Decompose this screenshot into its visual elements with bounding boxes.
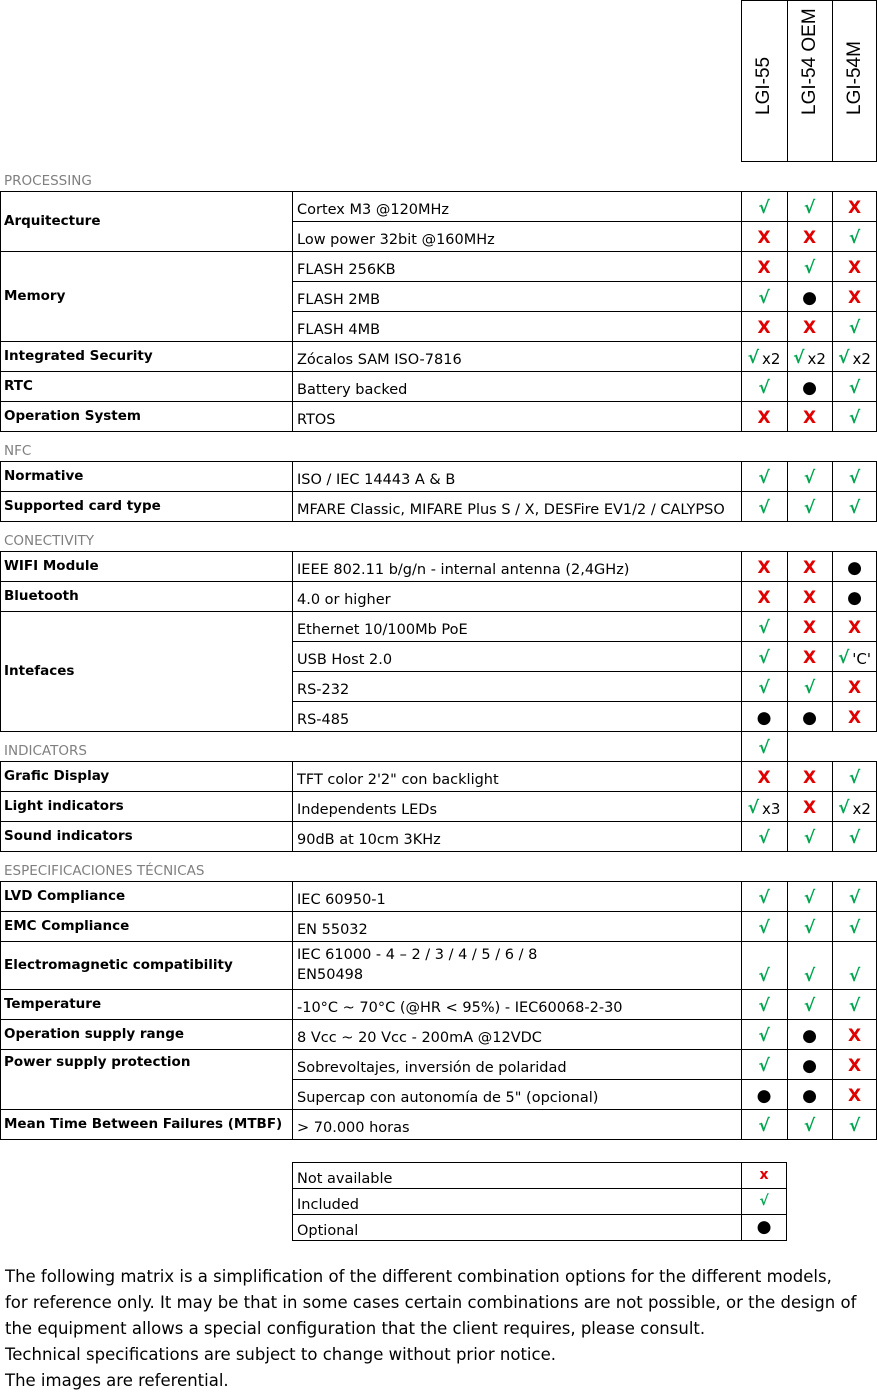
mark-symbol: X xyxy=(802,558,817,578)
spec-cell: 4.0 or higher xyxy=(297,592,391,608)
model-header xyxy=(741,0,787,161)
grid-line xyxy=(787,731,788,761)
model-header xyxy=(832,0,877,161)
grid-line xyxy=(832,461,833,521)
mark-suffix: x2 xyxy=(807,350,826,368)
row-label: Operation supply range xyxy=(4,1026,185,1042)
mark-symbol: ● xyxy=(802,288,817,308)
mark-symbol: X xyxy=(802,618,817,638)
mark-suffix: x2 xyxy=(852,800,871,818)
mark-symbol: √ xyxy=(848,1116,861,1136)
mark-ok xyxy=(787,251,832,281)
grid-line xyxy=(0,881,1,1139)
mark-ok xyxy=(741,1019,787,1049)
mark-symbol: X xyxy=(847,1056,862,1076)
grid-line xyxy=(741,731,742,761)
grid-line xyxy=(832,881,833,1139)
grid-line xyxy=(787,0,788,161)
mark-no xyxy=(787,551,832,581)
mark-symbol: √ xyxy=(803,828,816,848)
spec-cell: RS-485 xyxy=(297,712,350,728)
mark-no xyxy=(832,701,877,731)
mark-symbol: √ xyxy=(803,1116,816,1136)
spec-cell: Sobrevoltajes, inversión de polaridad xyxy=(297,1060,567,1076)
row-label: Arquitecture xyxy=(4,213,101,229)
grid-line xyxy=(292,191,293,431)
mark-suffix: x2 xyxy=(761,350,781,368)
mark-symbol: √ xyxy=(803,468,816,488)
row-label: Bluetooth xyxy=(4,588,79,604)
footer-line: The following matrix is a simplification of the different combination options for the different models, xyxy=(5,1267,832,1286)
mark-symbol: √ xyxy=(838,348,850,368)
mark-no xyxy=(787,311,832,341)
mark-ok xyxy=(832,491,877,521)
row-label: EMC Compliance xyxy=(4,918,130,934)
mark-ok xyxy=(741,911,787,941)
mark-symbol: X xyxy=(802,648,817,668)
mark-symbol: √ xyxy=(848,318,861,338)
mark-no xyxy=(787,221,832,251)
mark-symbol: ● xyxy=(847,588,862,608)
grid-line xyxy=(292,461,293,521)
grid-line xyxy=(292,1162,293,1240)
mark-ok xyxy=(741,671,787,701)
grid-line xyxy=(0,191,1,431)
mark-symbol: X xyxy=(847,708,862,728)
mark-no xyxy=(741,581,787,611)
mark-ok xyxy=(787,989,832,1019)
grid-line xyxy=(292,851,877,852)
mark-no xyxy=(832,1079,877,1109)
mark-ok xyxy=(787,881,832,911)
mark-symbol: √ xyxy=(758,198,770,218)
mark-ok xyxy=(741,1109,787,1139)
grid-line xyxy=(832,191,833,431)
mark-ok xyxy=(832,461,877,491)
grid-line xyxy=(292,761,293,851)
mark-symbol: X xyxy=(847,258,862,278)
mark-symbol: X xyxy=(847,288,862,308)
grid-line xyxy=(741,0,877,1)
mark-ok xyxy=(832,791,877,821)
row-label: Integrated Security xyxy=(4,348,153,364)
mark-no xyxy=(741,551,787,581)
mark-ok xyxy=(741,281,787,311)
mark-ok xyxy=(741,371,787,401)
mark-symbol: X xyxy=(847,1086,862,1106)
section-title: PROCESSING xyxy=(4,173,92,189)
legend-label: Optional xyxy=(297,1223,359,1239)
mark-ok xyxy=(741,989,787,1019)
mark-symbol: X xyxy=(757,258,771,278)
row-label: Intefaces xyxy=(4,663,75,679)
mark-symbol: √ xyxy=(758,888,770,908)
mark-symbol: ● xyxy=(847,558,862,578)
mark-symbol: ● xyxy=(802,1056,817,1076)
grid-line xyxy=(832,551,833,731)
grid-line xyxy=(741,1162,742,1240)
mark-no xyxy=(741,761,787,791)
mark-symbol: X xyxy=(802,228,817,248)
spec-cell: 90dB at 10cm 3KHz xyxy=(297,832,441,848)
spec-cell: Supercap con autonomía de 5" (opcional) xyxy=(297,1090,599,1106)
mark-opt xyxy=(787,1019,832,1049)
section-mark: √ xyxy=(758,738,770,758)
grid-line xyxy=(741,551,742,731)
spec-cell: ISO / IEC 14443 A & B xyxy=(297,472,456,488)
spec-cell: RTOS xyxy=(297,412,336,428)
mark-ok xyxy=(741,641,787,671)
row-label: Grafic Display xyxy=(4,768,110,784)
spec-cell: Low power 32bit @160MHz xyxy=(297,232,495,248)
mark-ok xyxy=(787,941,832,989)
mark-symbol: √ xyxy=(803,198,816,218)
mark-ok xyxy=(741,491,787,521)
mark-symbol: √ xyxy=(758,618,770,638)
mark-symbol: X xyxy=(802,318,817,338)
grid-line xyxy=(292,521,877,522)
mark-symbol: X xyxy=(847,618,862,638)
grid-line xyxy=(832,761,833,851)
mark-opt xyxy=(832,581,877,611)
mark-ok xyxy=(832,941,877,989)
mark-symbol: ● xyxy=(802,708,817,728)
spec-cell: EN 55032 xyxy=(297,922,368,938)
section-title: INDICATORS xyxy=(4,743,87,759)
mark-ok xyxy=(787,461,832,491)
mark-symbol: √ xyxy=(758,1116,770,1136)
mark-ok xyxy=(832,371,877,401)
mark-symbol: X xyxy=(757,318,771,338)
model-header xyxy=(787,0,832,161)
row-label: Mean Time Between Failures (MTBF) xyxy=(4,1116,283,1132)
model-name: LGI-54 OEM xyxy=(798,8,820,115)
mark-symbol: √ xyxy=(848,888,861,908)
mark-ok xyxy=(832,881,877,911)
mark-suffix: x3 xyxy=(761,800,781,818)
grid-line xyxy=(741,191,742,431)
mark-symbol: √ xyxy=(758,1026,770,1046)
mark-ok xyxy=(741,1049,787,1079)
spec-cell: 8 Vcc ~ 20 Vcc - 200mA @12VDC xyxy=(297,1030,542,1046)
mark-no xyxy=(787,641,832,671)
spec-cell: IEC 60950-1 xyxy=(297,892,386,908)
mark-symbol: √ xyxy=(803,966,816,986)
grid-line xyxy=(787,881,788,1139)
mark-ok xyxy=(832,821,877,851)
mark-ok xyxy=(832,311,877,341)
mark-ok xyxy=(832,341,877,371)
mark-symbol: √ xyxy=(848,828,861,848)
mark-no xyxy=(832,1019,877,1049)
mark-ok xyxy=(787,191,832,221)
spec-cell: > 70.000 horas xyxy=(297,1120,410,1136)
legend-symbol: ● xyxy=(756,1217,772,1237)
mark-ok xyxy=(741,881,787,911)
spec-cell: MFARE Classic, MIFARE Plus S / X, DESFire EV1/2 / CALYPSO xyxy=(297,502,725,518)
mark-symbol: √ xyxy=(793,348,805,368)
mark-ok xyxy=(741,821,787,851)
mark-symbol: √ xyxy=(848,768,861,788)
grid-line xyxy=(0,461,1,521)
mark-no xyxy=(787,401,832,431)
row-label: WIFI Module xyxy=(4,558,99,574)
mark-opt xyxy=(787,371,832,401)
mark-symbol: √ xyxy=(848,468,861,488)
mark-symbol: √ xyxy=(758,648,770,668)
legend-symbol: √ xyxy=(759,1193,769,1209)
mark-symbol: X xyxy=(802,588,817,608)
grid-line xyxy=(741,0,742,161)
mark-symbol: √ xyxy=(803,498,816,518)
mark-symbol: √ xyxy=(758,918,770,938)
mark-symbol: √ xyxy=(848,408,861,428)
mark-symbol: √ xyxy=(758,828,770,848)
mark-no xyxy=(787,581,832,611)
grid-line xyxy=(787,191,788,431)
mark-symbol: √ xyxy=(758,996,770,1016)
mark-symbol: X xyxy=(757,768,771,788)
row-label: Temperature xyxy=(4,996,102,1012)
mark-ok xyxy=(787,1109,832,1139)
footer-line: The images are referential. xyxy=(5,1371,229,1390)
legend-label: Included xyxy=(297,1197,359,1213)
mark-symbol: √ xyxy=(803,678,816,698)
mark-symbol: √ xyxy=(848,918,861,938)
mark-symbol: √ xyxy=(848,228,861,248)
grid-line xyxy=(832,0,833,161)
mark-symbol: √ xyxy=(758,288,770,308)
mark-symbol: X xyxy=(757,228,771,248)
mark-symbol: √ xyxy=(838,798,850,818)
grid-line xyxy=(741,161,877,162)
mark-opt xyxy=(787,701,832,731)
mark-symbol: X xyxy=(847,678,862,698)
spec-cell: FLASH 2MB xyxy=(297,292,381,308)
mark-symbol: √ xyxy=(803,996,816,1016)
grid-line xyxy=(292,731,877,732)
mark-no xyxy=(832,671,877,701)
mark-suffix: x2 xyxy=(852,350,871,368)
mark-ok xyxy=(741,461,787,491)
mark-ok xyxy=(832,401,877,431)
grid-line xyxy=(787,551,788,731)
spec-cell: Independents LEDs xyxy=(297,802,438,818)
spec-cell: Battery backed xyxy=(297,382,408,398)
row-label: Sound indicators xyxy=(4,828,133,844)
grid-line xyxy=(292,881,293,1139)
mark-ok xyxy=(741,941,787,989)
spec-cell xyxy=(293,941,741,989)
mark-symbol: X xyxy=(757,408,771,428)
row-label: Light indicators xyxy=(4,798,124,814)
mark-symbol: √ xyxy=(848,498,861,518)
mark-ok xyxy=(787,671,832,701)
grid-line xyxy=(787,761,788,851)
grid-line xyxy=(292,431,877,432)
grid-line xyxy=(786,1162,787,1240)
footer-notes xyxy=(5,1264,875,1394)
mark-symbol: X xyxy=(847,198,862,218)
grid-line xyxy=(741,761,742,851)
spec-line: IEC 61000 - 4 – 2 / 3 / 4 / 5 / 6 / 8 xyxy=(297,947,538,963)
spec-cell: Zócalos SAM ISO-7816 xyxy=(297,352,462,368)
mark-no xyxy=(832,1049,877,1079)
row-label: Power supply protection xyxy=(4,1054,191,1070)
row-label: Operation System xyxy=(4,408,141,424)
mark-ok xyxy=(741,191,787,221)
mark-symbol: ● xyxy=(802,378,817,398)
mark-symbol: √ xyxy=(758,468,770,488)
mark-no xyxy=(832,251,877,281)
mark-symbol: X xyxy=(802,798,817,818)
mark-symbol: √ xyxy=(803,888,816,908)
grid-line xyxy=(292,1139,877,1140)
mark-symbol: √ xyxy=(758,498,770,518)
mark-no xyxy=(741,401,787,431)
mark-ok xyxy=(741,611,787,641)
spec-cell: Cortex M3 @120MHz xyxy=(297,202,450,218)
mark-symbol: √ xyxy=(848,378,861,398)
model-name: LGI-54M xyxy=(843,41,865,115)
mark-no xyxy=(787,791,832,821)
legend-label: Not available xyxy=(297,1171,393,1187)
mark-opt xyxy=(741,701,787,731)
mark-symbol: X xyxy=(757,558,771,578)
spec-cell: FLASH 4MB xyxy=(297,322,381,338)
mark-ok xyxy=(832,989,877,1019)
spec-cell: TFT color 2'2" con backlight xyxy=(297,772,499,788)
mark-no xyxy=(787,611,832,641)
mark-ok xyxy=(787,911,832,941)
mark-ok xyxy=(741,341,787,371)
mark-ok xyxy=(787,341,832,371)
mark-opt xyxy=(787,1049,832,1079)
mark-suffix: 'C' xyxy=(852,650,872,668)
mark-symbol: √ xyxy=(758,1056,770,1076)
mark-no xyxy=(787,761,832,791)
mark-symbol: ● xyxy=(802,1086,817,1106)
grid-line xyxy=(741,881,742,1139)
footer-line: Technical specifications are subject to change without prior notice. xyxy=(5,1345,556,1364)
mark-ok xyxy=(832,761,877,791)
grid-line xyxy=(292,1240,787,1241)
mark-opt xyxy=(787,1079,832,1109)
mark-symbol: X xyxy=(802,768,817,788)
mark-symbol: √ xyxy=(758,678,770,698)
grid-line xyxy=(741,461,742,521)
row-label: Normative xyxy=(4,468,84,484)
spec-cell: FLASH 256KB xyxy=(297,262,396,278)
spec-cell: USB Host 2.0 xyxy=(297,652,393,668)
section-title: CONECTIVITY xyxy=(4,533,95,549)
model-name: LGI-55 xyxy=(753,56,774,115)
mark-no xyxy=(741,251,787,281)
legend-symbol: x xyxy=(759,1167,769,1183)
mark-symbol: X xyxy=(802,408,817,428)
mark-symbol: √ xyxy=(848,996,861,1016)
mark-ok xyxy=(741,791,787,821)
grid-line xyxy=(787,461,788,521)
mark-symbol: √ xyxy=(758,378,770,398)
mark-opt xyxy=(832,551,877,581)
mark-ok xyxy=(832,221,877,251)
mark-no xyxy=(741,221,787,251)
mark-symbol: ● xyxy=(802,1026,817,1046)
row-label: Supported card type xyxy=(4,498,161,514)
mark-ok xyxy=(787,491,832,521)
spec-cell: RS-232 xyxy=(297,682,350,698)
row-label: Memory xyxy=(4,288,66,304)
spec-cell: IEEE 802.11 b/g/n - internal antenna (2,4GHz) xyxy=(297,562,630,578)
mark-no xyxy=(832,611,877,641)
mark-symbol: X xyxy=(757,588,771,608)
grid-line xyxy=(292,551,293,731)
mark-symbol: √ xyxy=(747,798,759,818)
mark-ok xyxy=(832,911,877,941)
mark-opt xyxy=(741,1079,787,1109)
grid-line xyxy=(0,551,1,731)
mark-symbol: X xyxy=(847,1026,862,1046)
row-label: RTC xyxy=(4,378,33,394)
footer-line: for reference only. It may be that in some cases certain combinations are not possible, or the design of xyxy=(5,1293,857,1312)
section-title: ESPECIFICACIONES TÉCNICAS xyxy=(4,863,205,879)
mark-symbol: ● xyxy=(756,708,772,728)
grid-line xyxy=(0,1139,292,1140)
spec-cell: Ethernet 10/100Mb PoE xyxy=(297,622,468,638)
row-label: LVD Compliance xyxy=(4,888,126,904)
section-title: NFC xyxy=(4,443,32,459)
mark-ok xyxy=(832,1109,877,1139)
mark-no xyxy=(832,191,877,221)
mark-ok xyxy=(787,821,832,851)
mark-symbol: √ xyxy=(803,258,816,278)
mark-symbol: √ xyxy=(758,966,770,986)
mark-symbol: √ xyxy=(848,966,861,986)
mark-symbol: ● xyxy=(756,1086,772,1106)
spec-cell: -10°C ~ 70°C (@HR < 95%) - IEC60068-2-30 xyxy=(297,1000,623,1016)
row-label: Electromagnetic compatibility xyxy=(4,957,233,973)
footer-line: the equipment allows a special configuration that the client requires, please consult. xyxy=(5,1319,706,1338)
grid-line xyxy=(0,761,1,851)
spec-line: EN50498 xyxy=(297,967,364,983)
mark-symbol: √ xyxy=(803,918,816,938)
mark-opt xyxy=(787,281,832,311)
mark-symbol: √ xyxy=(747,348,759,368)
mark-symbol: √ xyxy=(837,648,850,668)
mark-no xyxy=(832,281,877,311)
mark-ok xyxy=(832,641,877,671)
mark-no xyxy=(741,311,787,341)
